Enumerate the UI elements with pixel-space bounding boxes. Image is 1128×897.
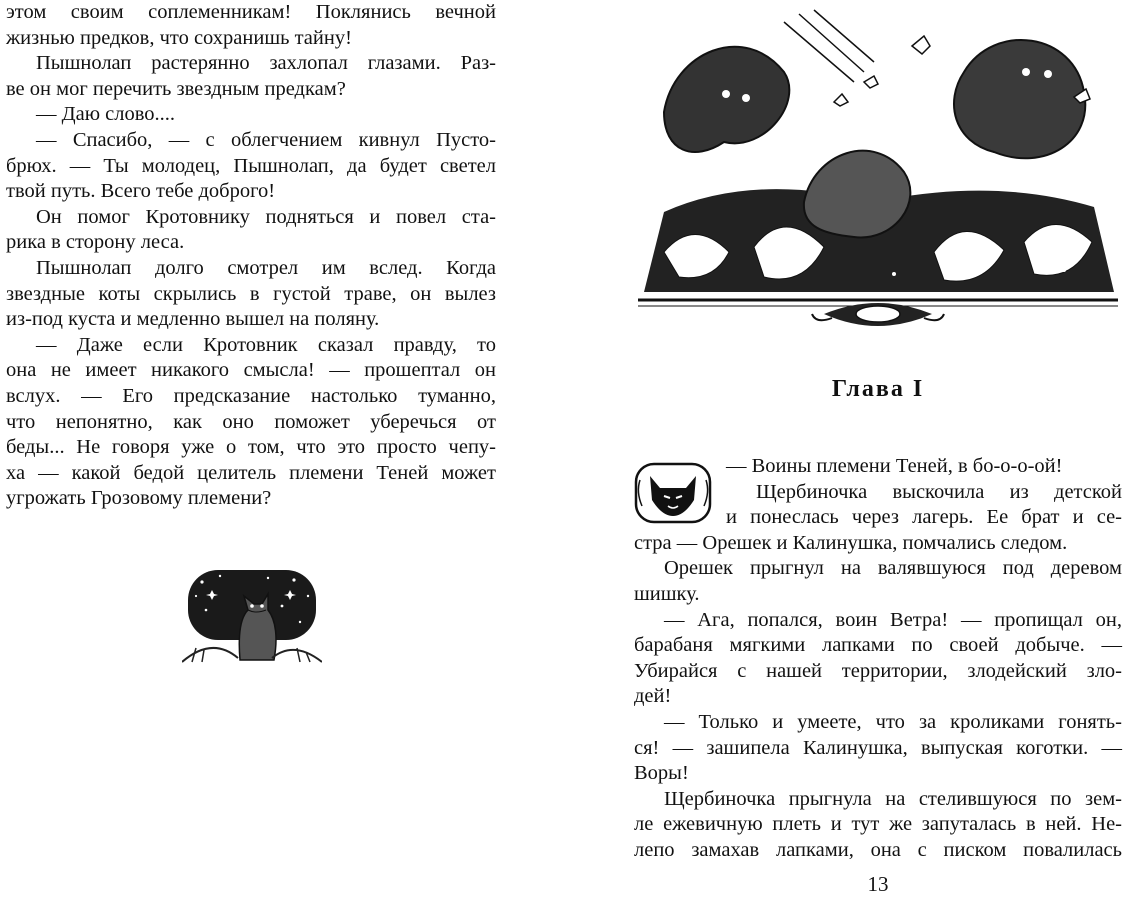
paragraph [6,0,496,51]
left-page [6,0,496,512]
text-line: ха — какой бедой целитель племени Теней может [6,461,496,484]
left-page-text [6,0,496,512]
cat-vignette-illustration [182,566,322,666]
text-line: беды... Не говоря уже о том, что это просто чепу- [6,436,496,459]
text-line: шишку. [634,582,700,605]
paragraph [634,710,1122,787]
text-line: Щербиночка выскочила из детской [756,480,1122,503]
text-line: вслух. — Его предсказание настолько туманно, [6,384,496,407]
text-line: твой путь. Всего тебе доброго! [6,180,276,203]
text-line: и понеслась через лагерь. Ее брат и се- [726,506,1122,529]
paragraph [6,205,496,256]
text-line: ся! — зашипела Калинушка, выпуская коготки. — [634,736,1122,759]
text-line: Орешек прыгнул на валявшуюся под деревом [664,557,1122,580]
chapter-title: Глава I [831,376,925,402]
text-line: Он помог Кротовнику подняться и повел ста- [36,205,496,228]
text-line: рика в сторону леса. [6,231,185,254]
text-line: угрожать Грозовому племени? [6,487,272,510]
text-line: Воры! [634,762,689,785]
text-line: ле ежевичную плеть и тут же запуталась в ней. Не- [634,813,1122,836]
paragraph [634,556,1122,607]
paragraph [634,787,1122,864]
paragraph [634,608,1122,710]
text-line: что непонятно, как оно поможет уберечься от [6,410,496,433]
text-line: — Спасибо, — с облегчением кивнул Пусто- [36,128,496,151]
text-line: стра — Орешек и Калинушка, помчались следом. [634,531,1068,554]
paragraph [6,102,496,128]
text-line: Убирайся с нашей территории, злодейский зло- [634,659,1122,682]
paragraph [6,333,496,512]
text-line: Пышнолап растерянно захлопал глазами. Раз- [36,52,496,75]
paragraph [634,531,1122,557]
paragraph [6,256,496,333]
text-line: ве он мог перечить звездным предкам? [6,77,346,100]
text-line: — Только и умеете, что за кроликами гонять- [664,710,1122,733]
text-line: дей! [634,685,672,708]
text-line: лепо замахав лапками, она с писком повалилась [634,838,1122,861]
paragraph [6,128,496,205]
right-page-text [634,454,1122,864]
text-line: Пышнолап долго смотрел им вслед. Когда [36,256,496,279]
fighting-cats-illustration [634,2,1122,337]
text-line: звездные коты скрылись в густой траве, он вылез [6,282,496,305]
page-number: 13 [867,872,889,896]
text-line: жизнью предков, что сохранишь тайну! [6,26,352,49]
text-line: — Даю слово.... [36,103,176,126]
text-line: — Воины племени Теней, в бо-о-о-ой! [726,455,1063,477]
text-line: этом своим соплеменникам! Поклянись вечной [6,1,496,23]
text-line: из-под куста и медленно вышел на поляну. [6,308,380,331]
text-line: она не имеет никакого смысла! — прошептал он [6,359,496,382]
text-line: барабаня мягкими лапками по своей добыче. — [634,634,1122,657]
text-line: Щербиночка прыгнула на стелившуюся по зем- [664,787,1122,810]
text-line: брюх. — Ты молодец, Пышнолап, да будет светел [6,154,496,177]
text-line: — Ага, попался, воин Ветра! — пропищал он, [664,608,1122,631]
text-line: — Даже если Кротовник сказал правду, то [36,333,496,356]
dropcap-paragraph [634,454,1122,531]
paragraph [6,51,496,102]
